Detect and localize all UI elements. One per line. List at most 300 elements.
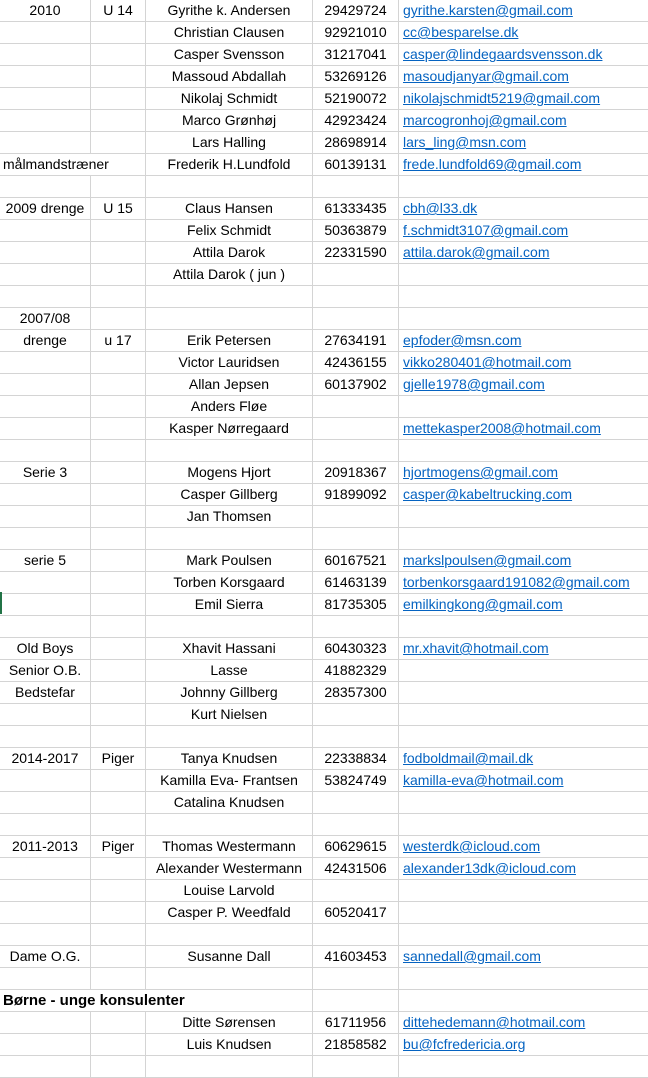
cell-group[interactable] <box>0 132 91 154</box>
cell-name[interactable]: Lasse <box>146 660 313 682</box>
cell-phone[interactable] <box>313 616 399 638</box>
cell-name[interactable]: Victor Lauridsen <box>146 352 313 374</box>
email-link[interactable]: markslpoulsen@gmail.com <box>403 552 572 568</box>
cell-phone[interactable] <box>313 308 399 330</box>
cell-phone[interactable] <box>313 176 399 198</box>
email-link[interactable]: vikko280401@hotmail.com <box>403 354 572 370</box>
table-row <box>0 726 648 748</box>
cell-group[interactable] <box>0 594 91 616</box>
cell-phone[interactable]: 61333435 <box>313 198 399 220</box>
cell-email[interactable] <box>399 902 648 924</box>
email-link[interactable]: attila.darok@gmail.com <box>403 244 550 260</box>
email-link[interactable]: westerdk@icloud.com <box>403 838 541 854</box>
cell-email[interactable] <box>399 418 648 440</box>
cell-name[interactable] <box>146 814 313 836</box>
cell-email[interactable] <box>399 638 648 660</box>
cell-team[interactable] <box>91 44 146 66</box>
email-link[interactable]: marcogronhoj@gmail.com <box>403 112 567 128</box>
cell-team[interactable] <box>91 704 146 726</box>
cell-phone[interactable]: 21858582 <box>313 1034 399 1056</box>
cell-name[interactable] <box>146 528 313 550</box>
cell-team[interactable] <box>91 902 146 924</box>
cell-team[interactable] <box>91 308 146 330</box>
cell-email[interactable] <box>399 836 648 858</box>
cell-name[interactable]: Tanya Knudsen <box>146 748 313 770</box>
cell-group[interactable] <box>0 1012 91 1034</box>
table-row <box>0 176 648 198</box>
cell-phone[interactable]: 20918367 <box>313 462 399 484</box>
cell-team[interactable] <box>91 1012 146 1034</box>
table-row <box>0 286 648 308</box>
table-row <box>0 748 648 770</box>
cell-phone[interactable] <box>313 264 399 286</box>
table-row <box>0 704 648 726</box>
table-row <box>0 308 648 330</box>
email-link[interactable]: torbenkorsgaard191082@gmail.com <box>403 574 630 590</box>
cell-group[interactable] <box>0 616 91 638</box>
email-link[interactable]: nikolajschmidt5219@gmail.com <box>403 90 601 106</box>
cell-phone[interactable]: 50363879 <box>313 220 399 242</box>
cell-group[interactable] <box>0 66 91 88</box>
cell-group[interactable] <box>0 506 91 528</box>
cell-team[interactable] <box>91 814 146 836</box>
cell-email[interactable] <box>399 0 648 22</box>
cell-email[interactable] <box>399 440 648 462</box>
cell-name[interactable]: Xhavit Hassani <box>146 638 313 660</box>
cell-email[interactable] <box>399 286 648 308</box>
cell-email[interactable] <box>399 110 648 132</box>
cell-group[interactable] <box>0 1034 91 1056</box>
cell-phone[interactable]: 22338834 <box>313 748 399 770</box>
cell-name[interactable]: Claus Hansen <box>146 198 313 220</box>
cell-name[interactable]: Kamilla Eva- Frantsen <box>146 770 313 792</box>
email-link[interactable]: mettekasper2008@hotmail.com <box>403 420 601 436</box>
cell-group[interactable] <box>0 572 91 594</box>
cell-phone[interactable]: 81735305 <box>313 594 399 616</box>
cell-team[interactable] <box>91 176 146 198</box>
cell-team[interactable] <box>91 792 146 814</box>
cell-name[interactable] <box>146 968 313 990</box>
cell-team[interactable] <box>91 462 146 484</box>
cell-email[interactable] <box>399 924 648 946</box>
cell-email[interactable] <box>399 484 648 506</box>
cell-email[interactable] <box>399 462 648 484</box>
cell-phone[interactable] <box>313 528 399 550</box>
cell-name[interactable]: Alexander Westermann <box>146 858 313 880</box>
cell-name[interactable]: Nikolaj Schmidt <box>146 88 313 110</box>
cell-group[interactable]: Old Boys <box>0 638 91 660</box>
cell-group[interactable] <box>0 352 91 374</box>
email-link[interactable]: kamilla-eva@hotmail.com <box>403 772 564 788</box>
cell-team[interactable]: U 14 <box>91 0 146 22</box>
cell-team[interactable] <box>91 1034 146 1056</box>
cell-phone[interactable]: 60430323 <box>313 638 399 660</box>
email-link[interactable]: casper@kabeltrucking.com <box>403 486 573 502</box>
cell-team[interactable] <box>91 726 146 748</box>
section-heading[interactable]: Børne - unge konsulenter <box>3 992 185 1009</box>
cell-phone[interactable]: 61711956 <box>313 1012 399 1034</box>
cell-name[interactable]: Casper Gillberg <box>146 484 313 506</box>
cell-group[interactable] <box>0 704 91 726</box>
table-row <box>0 594 648 616</box>
table-row <box>0 1034 648 1056</box>
cell-team[interactable] <box>91 770 146 792</box>
cell-name[interactable]: Felix Schmidt <box>146 220 313 242</box>
cell-name[interactable]: Erik Petersen <box>146 330 313 352</box>
cell-name[interactable]: Mark Poulsen <box>146 550 313 572</box>
cell-group[interactable] <box>0 1056 91 1078</box>
cell-phone[interactable] <box>313 704 399 726</box>
cell-phone[interactable] <box>313 726 399 748</box>
cell-phone[interactable]: 29429724 <box>313 0 399 22</box>
cell-name[interactable]: Casper P. Weedfald <box>146 902 313 924</box>
table-row <box>0 418 648 440</box>
cell-phone[interactable]: 42923424 <box>313 110 399 132</box>
cell-group[interactable] <box>0 880 91 902</box>
cell-group[interactable]: 2014-2017 <box>0 748 91 770</box>
cell-phone[interactable]: 42436155 <box>313 352 399 374</box>
cell-phone[interactable]: 53824749 <box>313 770 399 792</box>
table-row <box>0 352 648 374</box>
table-row <box>0 132 648 154</box>
cell-group[interactable]: serie 5 <box>0 550 91 572</box>
cell-email[interactable] <box>399 1012 648 1034</box>
cell-email[interactable] <box>399 352 648 374</box>
cell-phone[interactable]: 60629615 <box>313 836 399 858</box>
cell-phone[interactable]: 22331590 <box>313 242 399 264</box>
cell-name[interactable]: Massoud Abdallah <box>146 66 313 88</box>
table-row <box>0 770 648 792</box>
cell-phone[interactable]: 27634191 <box>313 330 399 352</box>
cell-phone[interactable] <box>313 792 399 814</box>
cell-team[interactable] <box>91 374 146 396</box>
cell-group[interactable] <box>0 88 91 110</box>
cell-group[interactable]: Dame O.G. <box>0 946 91 968</box>
cell-phone[interactable]: 41882329 <box>313 660 399 682</box>
cell-phone[interactable]: 41603453 <box>313 946 399 968</box>
cell-name[interactable]: Christian Clausen <box>146 22 313 44</box>
cell-team[interactable] <box>91 110 146 132</box>
cell-email[interactable] <box>399 330 648 352</box>
cell-phone[interactable] <box>313 924 399 946</box>
cell-email[interactable] <box>399 154 648 176</box>
cell-group[interactable] <box>0 726 91 748</box>
cell-group[interactable] <box>0 374 91 396</box>
cell-email[interactable] <box>399 748 648 770</box>
cell-team[interactable] <box>91 682 146 704</box>
cell-group[interactable] <box>0 22 91 44</box>
cell-group[interactable] <box>0 440 91 462</box>
cell-name[interactable]: Luis Knudsen <box>146 1034 313 1056</box>
cell-team[interactable] <box>91 528 146 550</box>
cell-email[interactable] <box>399 528 648 550</box>
cell-email[interactable] <box>399 242 648 264</box>
cell-email[interactable] <box>399 22 648 44</box>
table-row <box>0 374 648 396</box>
cell-phone[interactable]: 60137902 <box>313 374 399 396</box>
cell-group[interactable] <box>0 396 91 418</box>
email-link[interactable]: dittehedemann@hotmail.com <box>403 1014 586 1030</box>
cell-email[interactable] <box>399 616 648 638</box>
cell-group[interactable] <box>0 792 91 814</box>
cell-group[interactable] <box>0 814 91 836</box>
table-row <box>0 110 648 132</box>
cell-team[interactable] <box>91 946 146 968</box>
cell-name[interactable]: Torben Korsgaard <box>146 572 313 594</box>
cell-email[interactable] <box>399 308 648 330</box>
cell-phone[interactable] <box>313 418 399 440</box>
cell-team[interactable] <box>91 352 146 374</box>
cell-team[interactable] <box>91 220 146 242</box>
email-link[interactable]: cc@besparelse.dk <box>403 24 519 40</box>
cell-team[interactable] <box>91 594 146 616</box>
cell-group[interactable]: 2011-2013 <box>0 836 91 858</box>
cell-name[interactable]: Catalina Knudsen <box>146 792 313 814</box>
cell-email[interactable] <box>399 198 648 220</box>
cell-name[interactable] <box>146 726 313 748</box>
cell-team[interactable] <box>91 968 146 990</box>
cell-email[interactable] <box>399 88 648 110</box>
cell-group[interactable] <box>0 484 91 506</box>
cell-phone[interactable]: 28357300 <box>313 682 399 704</box>
cell-phone[interactable] <box>313 1056 399 1078</box>
email-link[interactable]: lars_ling@msn.com <box>403 134 527 150</box>
cell-group[interactable] <box>0 176 91 198</box>
cell-team[interactable]: Piger <box>91 836 146 858</box>
email-link[interactable]: fodboldmail@mail.dk <box>403 750 534 766</box>
cell-group[interactable] <box>0 242 91 264</box>
cell-team[interactable] <box>91 242 146 264</box>
email-link[interactable]: gjelle1978@gmail.com <box>403 376 545 392</box>
cell-phone[interactable]: 61463139 <box>313 572 399 594</box>
cell-name[interactable]: Jan Thomsen <box>146 506 313 528</box>
cell-name[interactable] <box>146 440 313 462</box>
cell-group[interactable]: Bedstefar <box>0 682 91 704</box>
email-link[interactable]: frede.lundfold69@gmail.com <box>403 156 582 172</box>
cell-team[interactable] <box>91 550 146 572</box>
cell-email[interactable] <box>399 1034 648 1056</box>
cell-group[interactable] <box>0 418 91 440</box>
cell-team[interactable] <box>91 506 146 528</box>
table-row <box>0 220 648 242</box>
table-row <box>0 1012 648 1034</box>
table-row <box>0 264 648 286</box>
email-link[interactable]: casper@lindegaardsvensson.dk <box>403 46 603 62</box>
cell-phone[interactable] <box>313 286 399 308</box>
table-row <box>0 924 648 946</box>
cell-phone[interactable]: 53269126 <box>313 66 399 88</box>
cell-email[interactable] <box>399 792 648 814</box>
cell-email[interactable] <box>399 682 648 704</box>
cell-name[interactable]: Emil Sierra <box>146 594 313 616</box>
table-row <box>0 616 648 638</box>
cell-group[interactable] <box>0 264 91 286</box>
table-row <box>0 22 648 44</box>
cell-phone[interactable] <box>313 968 399 990</box>
cell-name[interactable] <box>146 308 313 330</box>
cell-team[interactable] <box>91 660 146 682</box>
cell-phone[interactable] <box>313 440 399 462</box>
cell-name[interactable] <box>146 1056 313 1078</box>
cell-group[interactable] <box>0 286 91 308</box>
cell-phone[interactable]: 92921010 <box>313 22 399 44</box>
cell-team[interactable] <box>91 924 146 946</box>
cell-team[interactable] <box>91 88 146 110</box>
cell-team[interactable]: U 15 <box>91 198 146 220</box>
row-selection-marker <box>0 592 2 614</box>
cell-team[interactable] <box>91 1056 146 1078</box>
cell-email[interactable] <box>399 660 648 682</box>
cell-email[interactable] <box>399 770 648 792</box>
cell-email[interactable] <box>399 726 648 748</box>
cell-email[interactable] <box>399 374 648 396</box>
cell-team[interactable] <box>91 440 146 462</box>
cell-team[interactable] <box>91 264 146 286</box>
cell-email[interactable] <box>399 572 648 594</box>
cell-group[interactable]: drenge <box>0 330 91 352</box>
email-link[interactable]: sannedall@gmail.com <box>403 948 541 964</box>
table-row <box>0 880 648 902</box>
cell-team[interactable] <box>91 858 146 880</box>
cell-group[interactable] <box>0 44 91 66</box>
cell-email[interactable] <box>399 264 648 286</box>
cell-group[interactable]: 2007/08 <box>0 308 91 330</box>
cell-email[interactable] <box>399 132 648 154</box>
cell-email[interactable] <box>399 946 648 968</box>
cell-team[interactable] <box>91 132 146 154</box>
cell-email[interactable] <box>399 66 648 88</box>
cell-group[interactable] <box>0 902 91 924</box>
cell-phone[interactable]: 31217041 <box>313 44 399 66</box>
cell-group[interactable]: Senior O.B. <box>0 660 91 682</box>
cell-team[interactable] <box>91 638 146 660</box>
cell-name[interactable]: Allan Jepsen <box>146 374 313 396</box>
cell-group[interactable]: 2009 drenge <box>0 198 91 220</box>
cell-group[interactable]: målmandstræner <box>3 156 109 172</box>
email-link[interactable]: f.schmidt3107@gmail.com <box>403 222 569 238</box>
table-row <box>0 154 648 176</box>
cell-phone[interactable] <box>313 506 399 528</box>
cell-name[interactable] <box>146 616 313 638</box>
cell-team[interactable]: Piger <box>91 748 146 770</box>
table-row <box>0 638 648 660</box>
cell-name[interactable]: Johnny Gillberg <box>146 682 313 704</box>
cell-email[interactable] <box>399 396 648 418</box>
cell-email[interactable] <box>399 880 648 902</box>
email-link[interactable]: epfoder@msn.com <box>403 332 522 348</box>
cell-name[interactable]: Lars Halling <box>146 132 313 154</box>
email-link[interactable]: emilkingkong@gmail.com <box>403 596 563 612</box>
cell-phone[interactable] <box>313 880 399 902</box>
cell-name[interactable]: Thomas Westermann <box>146 836 313 858</box>
cell-email[interactable] <box>399 506 648 528</box>
cell-name[interactable]: Gyrithe k. Andersen <box>146 0 313 22</box>
cell-name[interactable]: Ditte Sørensen <box>146 1012 313 1034</box>
email-link[interactable]: hjortmogens@gmail.com <box>403 464 559 480</box>
cell-phone[interactable]: 28698914 <box>313 132 399 154</box>
cell-name[interactable]: Casper Svensson <box>146 44 313 66</box>
cell-name[interactable]: Kasper Nørregaard <box>146 418 313 440</box>
table-row <box>0 990 648 1012</box>
cell-team[interactable] <box>91 22 146 44</box>
table-row <box>0 396 648 418</box>
cell-name[interactable]: Anders Fløe <box>146 396 313 418</box>
cell-phone[interactable] <box>313 990 399 1012</box>
cell-name[interactable]: Attila Darok ( jun ) <box>146 264 313 286</box>
email-link[interactable]: cbh@l33.dk <box>403 200 478 216</box>
cell-team[interactable] <box>91 880 146 902</box>
cell-team[interactable] <box>91 616 146 638</box>
cell-name[interactable] <box>146 286 313 308</box>
cell-name[interactable]: Louise Larvold <box>146 880 313 902</box>
cell-team[interactable]: u 17 <box>91 330 146 352</box>
cell-email[interactable] <box>399 176 648 198</box>
cell-email[interactable] <box>399 814 648 836</box>
cell-name[interactable] <box>146 176 313 198</box>
cell-phone[interactable] <box>313 814 399 836</box>
cell-email[interactable] <box>399 550 648 572</box>
cell-team[interactable] <box>91 286 146 308</box>
cell-phone[interactable]: 91899092 <box>313 484 399 506</box>
cell-name[interactable]: Mogens Hjort <box>146 462 313 484</box>
cell-email[interactable] <box>399 968 648 990</box>
cell-group[interactable] <box>0 528 91 550</box>
cell-name[interactable]: Kurt Nielsen <box>146 704 313 726</box>
cell-group[interactable] <box>0 858 91 880</box>
cell-email[interactable] <box>399 594 648 616</box>
table-row <box>0 682 648 704</box>
cell-phone[interactable] <box>313 396 399 418</box>
cell-group[interactable]: Serie 3 <box>0 462 91 484</box>
cell-name[interactable]: Attila Darok <box>146 242 313 264</box>
cell-team[interactable] <box>91 418 146 440</box>
cell-group[interactable] <box>0 220 91 242</box>
cell-phone[interactable]: 60520417 <box>313 902 399 924</box>
cell-team[interactable] <box>91 66 146 88</box>
cell-team[interactable] <box>91 396 146 418</box>
cell-phone[interactable]: 42431506 <box>313 858 399 880</box>
cell-group[interactable]: 2010 <box>0 0 91 22</box>
email-link[interactable]: alexander13dk@icloud.com <box>403 860 576 876</box>
email-link[interactable]: gyrithe.karsten@gmail.com <box>403 2 573 18</box>
cell-group[interactable] <box>0 110 91 132</box>
cell-name[interactable]: Susanne Dall <box>146 946 313 968</box>
table-row <box>0 528 648 550</box>
cell-name[interactable]: Frederik H.Lundfold <box>146 154 313 176</box>
cell-team[interactable] <box>91 572 146 594</box>
cell-email[interactable] <box>399 704 648 726</box>
table-row <box>0 66 648 88</box>
email-link[interactable]: masoudjanyar@gmail.com <box>403 68 569 84</box>
cell-name[interactable]: Marco Grønhøj <box>146 110 313 132</box>
cell-group[interactable] <box>0 968 91 990</box>
cell-phone[interactable]: 60139131 <box>313 154 399 176</box>
cell-name[interactable] <box>146 924 313 946</box>
cell-email[interactable] <box>399 990 648 1012</box>
cell-email[interactable] <box>399 220 648 242</box>
cell-email[interactable] <box>399 44 648 66</box>
cell-email[interactable] <box>399 858 648 880</box>
table-row <box>0 550 648 572</box>
cell-phone[interactable]: 60167521 <box>313 550 399 572</box>
cell-team[interactable] <box>91 484 146 506</box>
cell-group[interactable] <box>0 770 91 792</box>
cell-group[interactable] <box>0 924 91 946</box>
cell-email[interactable] <box>399 1056 648 1078</box>
cell-phone[interactable]: 52190072 <box>313 88 399 110</box>
email-link[interactable]: mr.xhavit@hotmail.com <box>403 640 549 656</box>
email-link[interactable]: bu@fcfredericia.org <box>403 1036 526 1052</box>
